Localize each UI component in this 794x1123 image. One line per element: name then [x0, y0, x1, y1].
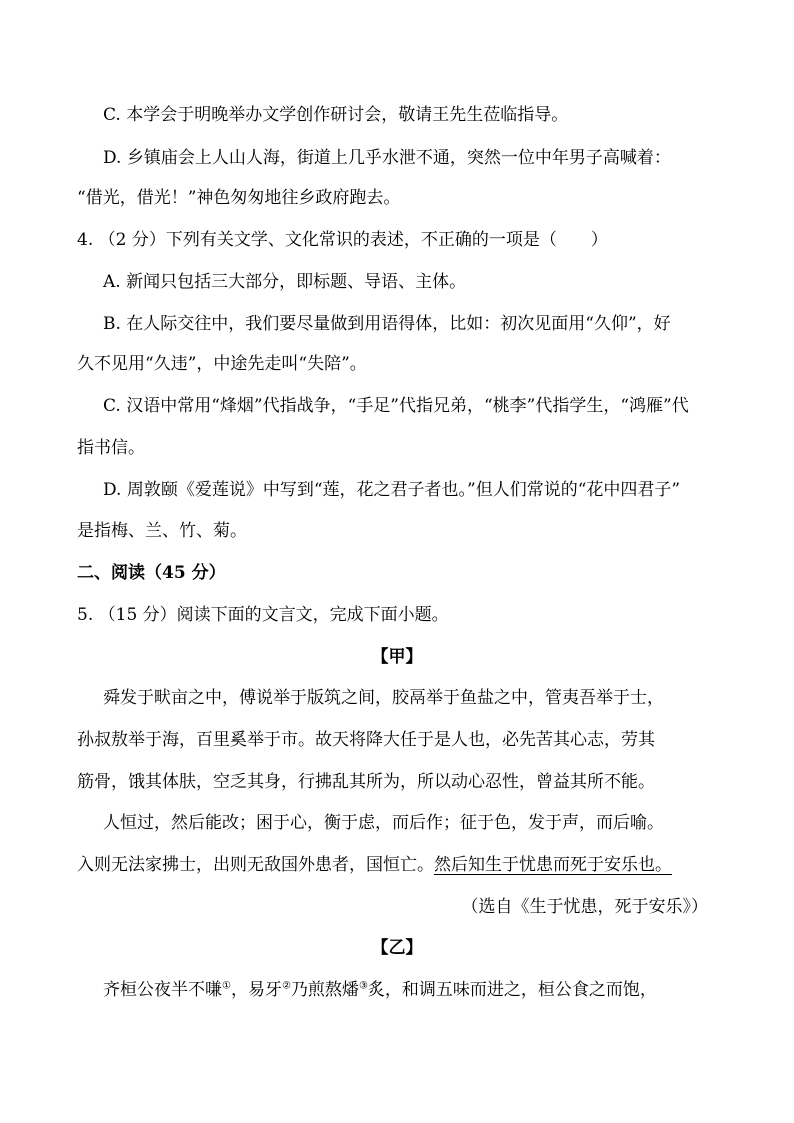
- passage-jia-line4: 人恒过，然后能改；困于心，衡于虑，而后作；征于色，发于声，而后喻。: [103, 813, 664, 833]
- passage-yi-label: 【乙】: [371, 938, 423, 958]
- option-c-q4-line1: C. 汉语中常用“烽烟”代指战争，“手足”代指兄弟，“桃李”代指学生，“鸿雁”代: [103, 396, 689, 416]
- option-a-q4: A. 新闻只包括三大部分，即标题、导语、主体。: [103, 272, 467, 292]
- question-5-stem: 5. （15 分）阅读下面的文言文，完成下面小题。: [77, 605, 449, 625]
- option-d-q4-line1: D. 周敦颐《爱莲说》中写到“莲，花之君子者也。”但人们常说的“花中四君子”: [103, 480, 681, 500]
- passage-jia-label: 【甲】: [371, 647, 423, 667]
- option-d-q4-line2: 是指梅、兰、竹、菊。: [77, 521, 247, 541]
- passage-yi-line1: [103, 979, 657, 1001]
- passage-jia-line5: [77, 854, 672, 876]
- passage-jia-line1: 舜发于畎亩之中，傅说举于版筑之间，胶鬲举于鱼盐之中，管夷吾举于士，: [103, 688, 664, 708]
- footnote-marker-1: ①: [222, 980, 231, 992]
- option-b-q4-line1: B. 在人际交往中，我们要尽量做到用语得体，比如：初次见面用“久仰”，好: [103, 314, 671, 334]
- passage-yi-text-3: 乃煎熬燔: [290, 980, 359, 1000]
- option-b-q4-line2: 久不见用“久违”，中途先走叫“失陪”。: [77, 354, 367, 374]
- question-4-stem: 4. （2 分）下列有关文学、文化常识的表述，不正确的一项是（ ）: [77, 230, 608, 250]
- footnote-marker-3: ③: [358, 980, 368, 992]
- passage-yi-text-1: 齐桓公夜半不嗛: [103, 980, 222, 1000]
- passage-jia-line5-text: 入则无法家拂士，出则无敌国外患者，国恒亡。: [77, 855, 434, 875]
- option-d-q3-line2: “借光，借光！”神色匆匆地往乡政府跑去。: [77, 188, 401, 208]
- section-heading-reading: 二、阅读（45 分）: [77, 563, 226, 583]
- option-d-q3-line1: D. 乡镇庙会上人山人海，街道上几乎水泄不通，突然一位中年男子高喊着：: [103, 148, 671, 168]
- passage-yi-text-2: ，易牙: [230, 980, 282, 1000]
- underlined-sentence: 然后知生于忧患而死于安乐也。: [434, 855, 672, 875]
- passage-jia-source: （选自《生于忧患，死于安乐》）: [461, 897, 708, 917]
- footnote-marker-2: ②: [281, 980, 291, 992]
- passage-jia-line3: 筋骨，饿其体肤，空乏其身，行拂乱其所为，所以动心忍性，曾益其所不能。: [77, 772, 655, 792]
- option-c-q4-line2: 指书信。: [77, 438, 145, 458]
- option-c-q3: C. 本学会于明晚举办文学创作研讨会，敬请王先生莅临指导。: [103, 105, 569, 125]
- passage-yi-text-4: 炙，和调五味而进之，桓公食之而饱，: [367, 980, 657, 1000]
- passage-jia-line2: 孙叔敖举于海，百里奚举于市。故天将降大任于是人也，必先苦其心志，劳其: [77, 730, 655, 750]
